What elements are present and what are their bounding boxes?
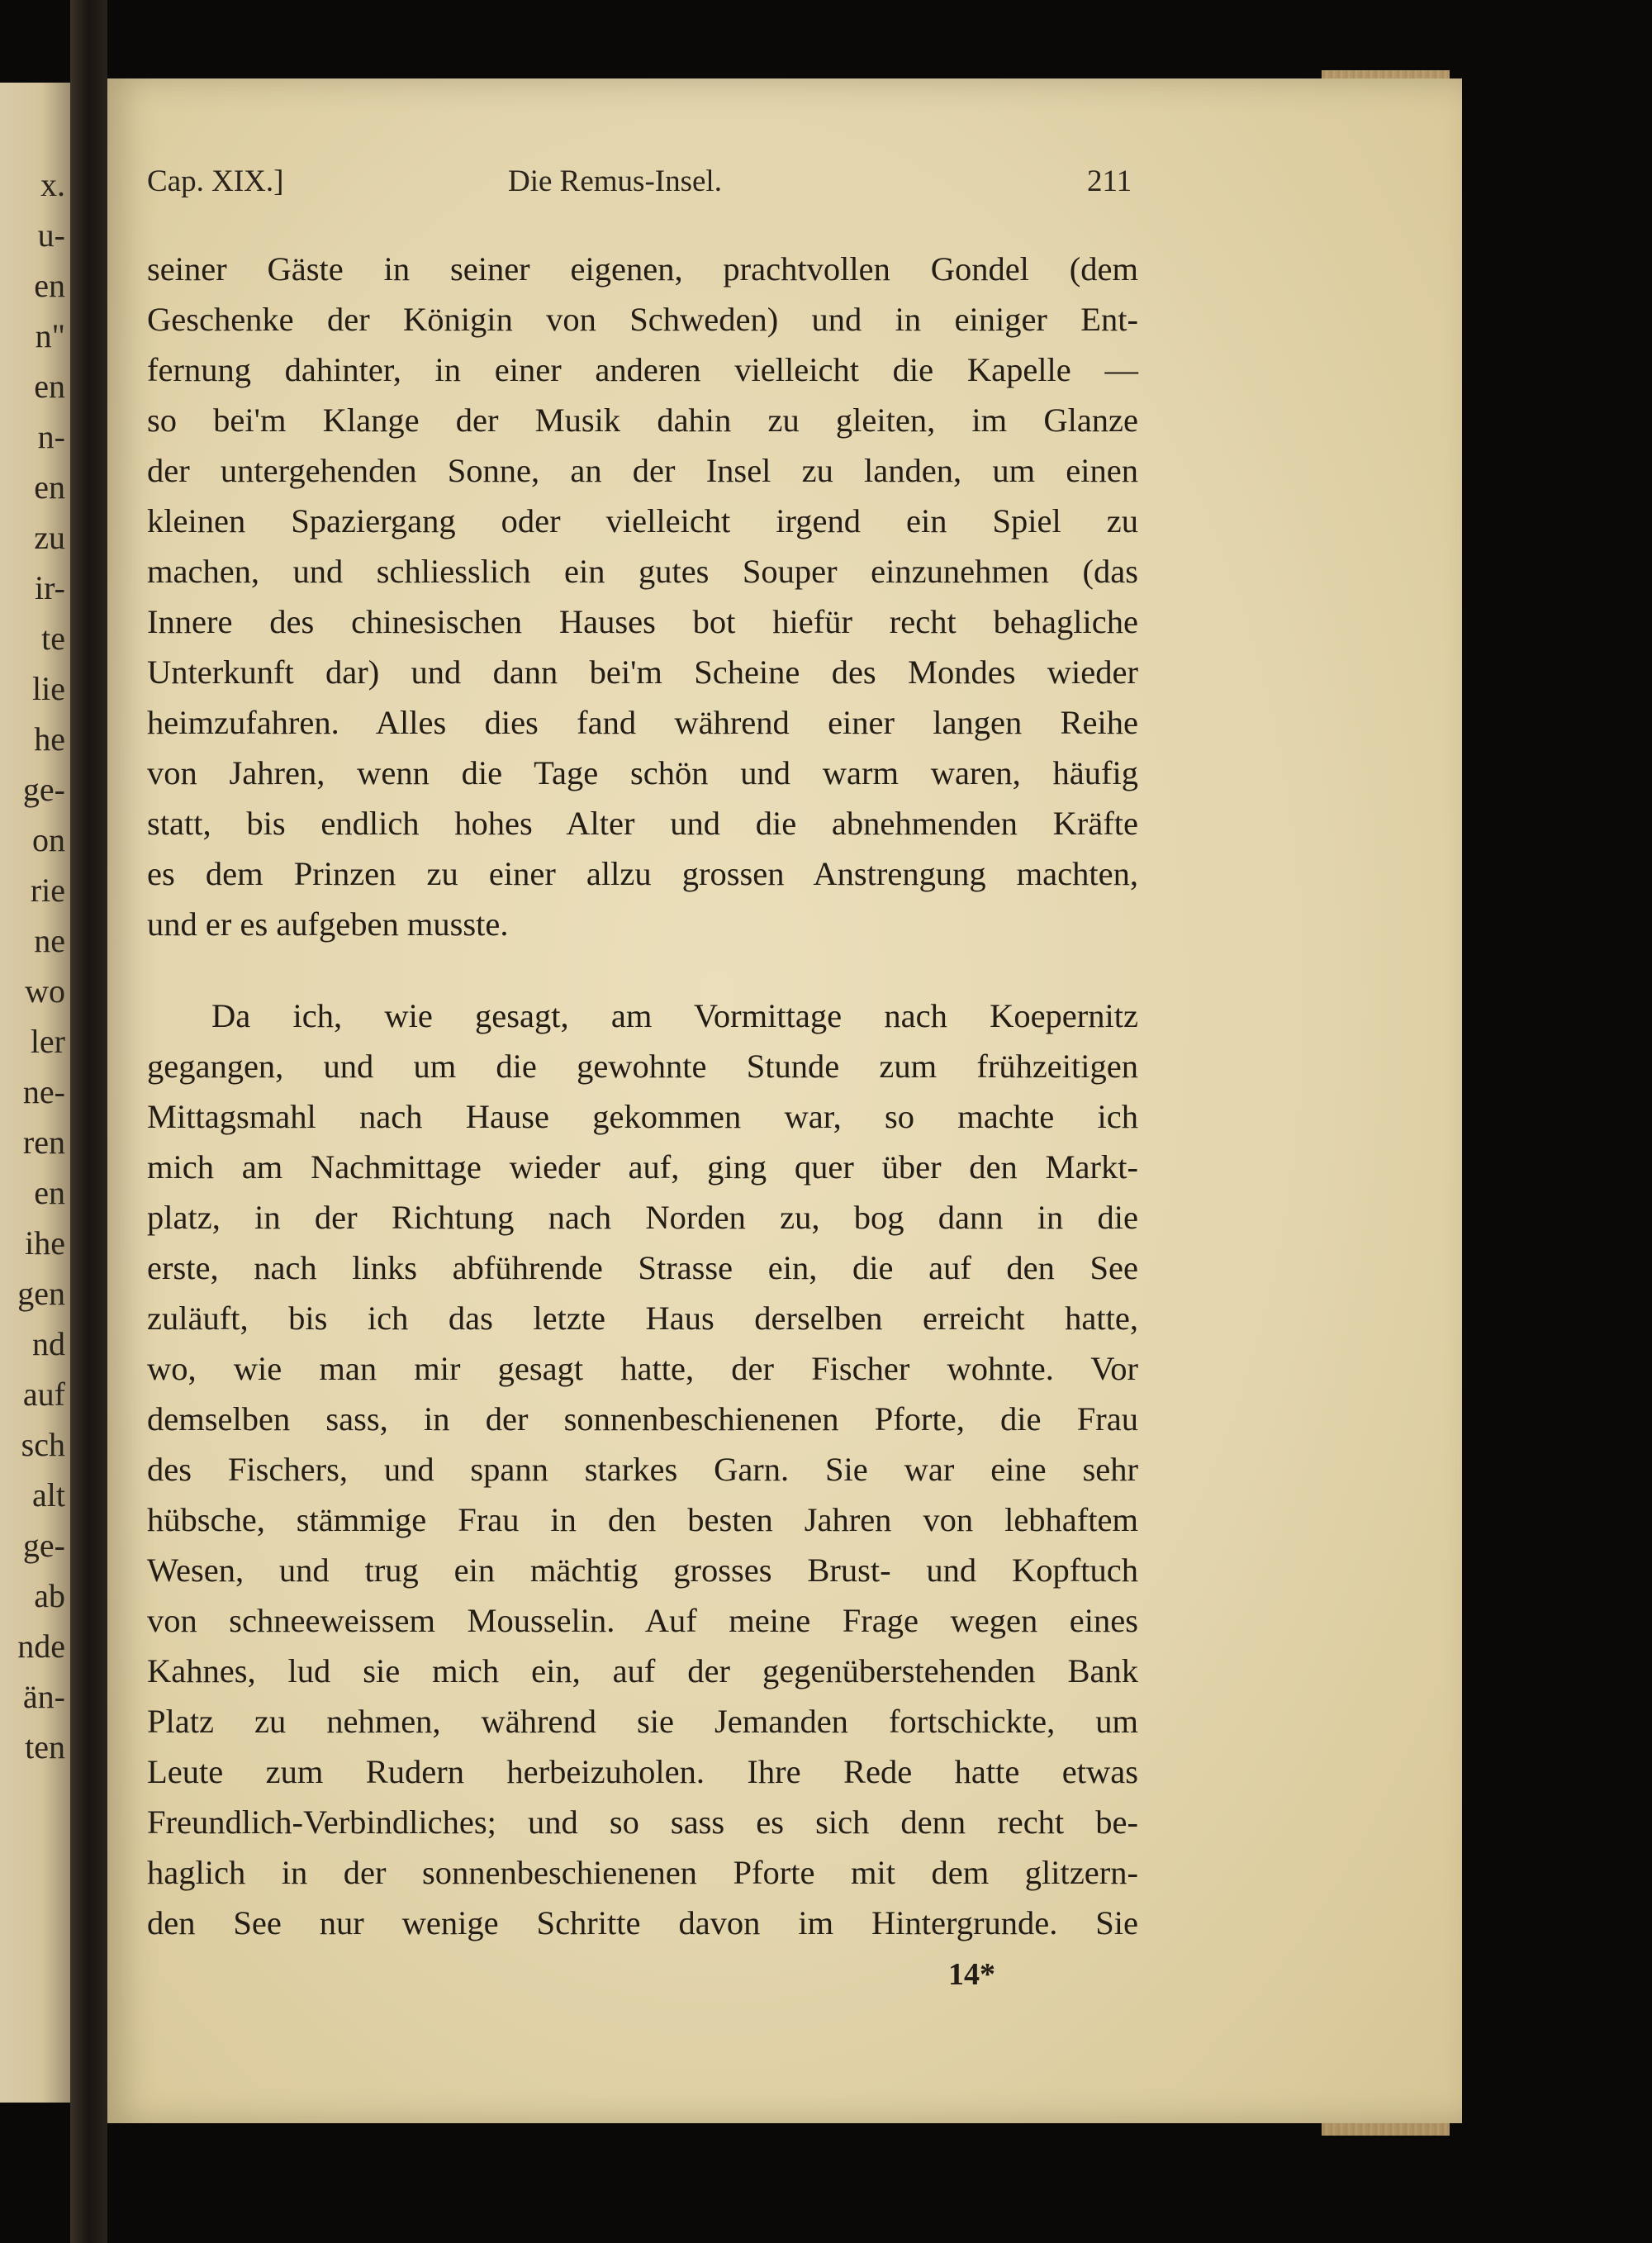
text-line: von Jahren, wenn die Tage schön und warm waren, häufig: [147, 754, 1138, 791]
left-page-fragment: zu: [34, 519, 65, 556]
text-line: der untergehenden Sonne, an der Insel zu landen, um einen: [147, 452, 1138, 489]
left-page-fragment: nd: [32, 1325, 65, 1362]
chapter-label: Cap. XIX.]: [147, 164, 284, 198]
left-page-fragment: he: [34, 720, 65, 758]
text-line: Platz zu nehmen, während sie Jemanden fortschickte, um: [147, 1703, 1138, 1740]
left-page-fragment: n-: [37, 418, 65, 455]
text-line: Innere des chinesischen Hauses bot hiefür recht behagliche: [147, 603, 1138, 640]
text-line: wo, wie man mir gesagt hatte, der Fischer wohnte. Vor: [147, 1350, 1138, 1387]
left-page-fragment: ten: [25, 1728, 65, 1765]
left-page-fragment: ge-: [22, 1527, 65, 1564]
text-line: Wesen, und trug ein mächtig grosses Brust- und Kopftuch: [147, 1552, 1138, 1589]
signature-mark: 14*: [948, 1957, 995, 1992]
paragraph: [147, 991, 1138, 1948]
left-page-fragment: ihe: [25, 1224, 65, 1262]
page-number: 211: [1087, 164, 1132, 198]
running-head: [147, 164, 1138, 205]
left-page-fragment: än-: [22, 1678, 65, 1715]
left-page-fragment: ir-: [35, 569, 65, 606]
left-page-fragment: nde: [17, 1628, 65, 1665]
text-line: kleinen Spaziergang oder vielleicht irgend ein Spiel zu: [147, 502, 1138, 539]
left-page-fragment: u-: [37, 216, 65, 254]
text-line: den See nur wenige Schritte davon im Hintergrunde. Sie: [147, 1904, 1138, 1941]
text-line: Freundlich-Verbindliches; und so sass es sich denn recht be-: [147, 1803, 1138, 1841]
left-page-fragment: ler: [30, 1023, 65, 1060]
left-page-fragment: rie: [30, 872, 65, 909]
left-page-fragment: ren: [22, 1124, 65, 1161]
text-line: mich am Nachmittage wieder auf, ging quer über den Markt-: [147, 1148, 1138, 1186]
text-line: Mittagsmahl nach Hause gekommen war, so machte ich: [147, 1098, 1138, 1135]
text-line: heimzufahren. Alles dies fand während einer langen Reihe: [147, 704, 1138, 741]
body-text: [147, 244, 1138, 1948]
left-page-fragment: gen: [17, 1275, 65, 1312]
text-line: Leute zum Rudern herbeizuholen. Ihre Rede hatte etwas: [147, 1753, 1138, 1790]
text-line: Geschenke der Königin von Schweden) und in einiger Ent-: [147, 301, 1138, 338]
left-page-fragment: en: [34, 1174, 65, 1211]
text-line: Unterkunft dar) und dann bei'm Scheine des Mondes wieder: [147, 653, 1138, 691]
text-line: demselben sass, in der sonnenbeschienenen Pforte, die Frau: [147, 1400, 1138, 1438]
text-line: Da ich, wie gesagt, am Vormittage nach Koepernitz: [211, 997, 1138, 1034]
left-page-fragment: en: [34, 267, 65, 304]
text-line: machen, und schliesslich ein gutes Souper einzunehmen (das: [147, 553, 1138, 590]
left-page-fragment: auf: [22, 1376, 65, 1413]
left-page-fragment: ne: [34, 922, 65, 959]
left-page-fragment: alt: [32, 1476, 65, 1514]
paragraph-gap: [147, 949, 1138, 991]
left-page-fragment: te: [41, 620, 65, 657]
left-page-fragment: en: [34, 368, 65, 405]
text-line: des Fischers, und spann starkes Garn. Sie war eine sehr: [147, 1451, 1138, 1488]
text-line: statt, bis endlich hohes Alter und die abnehmenden Kräfte: [147, 805, 1138, 842]
text-line: hübsche, stämmige Frau in den besten Jahren von lebhaftem: [147, 1501, 1138, 1538]
text-line: zuläuft, bis ich das letzte Haus derselben erreicht hatte,: [147, 1300, 1138, 1337]
left-page-fragment: n": [35, 317, 65, 354]
left-page-fragment: ne-: [22, 1073, 65, 1110]
left-page-fragment: on: [32, 821, 65, 858]
left-page-fragment: lie: [32, 670, 65, 707]
text-line: erste, nach links abführende Strasse ein, die auf den See: [147, 1249, 1138, 1286]
left-page-fragment: ab: [34, 1577, 65, 1614]
text-line: Kahnes, lud sie mich ein, auf der gegenüberstehenden Bank: [147, 1652, 1138, 1689]
text-line: und er es aufgeben musste.: [147, 905, 509, 943]
text-line: haglich in der sonnenbeschienenen Pforte mit dem glitzern-: [147, 1854, 1138, 1891]
text-line: so bei'm Klange der Musik dahin zu gleiten, im Glanze: [147, 402, 1138, 439]
left-page-fragment: sch: [21, 1426, 65, 1463]
paragraph: [147, 244, 1138, 949]
left-facing-page: [0, 83, 70, 2103]
left-page-fragment: ge-: [22, 771, 65, 808]
text-line: gegangen, und um die gewohnte Stunde zum frühzeitigen: [147, 1048, 1138, 1085]
left-page-fragment: x.: [40, 166, 65, 203]
text-line: platz, in der Richtung nach Norden zu, bog dann in die: [147, 1199, 1138, 1236]
text-line: es dem Prinzen zu einer allzu grossen Anstrengung machten,: [147, 855, 1138, 892]
left-page-fragment: wo: [25, 972, 65, 1010]
text-line: fernung dahinter, in einer anderen vielleicht die Kapelle —: [147, 351, 1138, 388]
text-line: seiner Gäste in seiner eigenen, prachtvollen Gondel (dem: [147, 250, 1138, 288]
running-title: Die Remus-Insel.: [508, 164, 722, 198]
book-gutter: [70, 0, 107, 2243]
text-line: von schneeweissem Mousselin. Auf meine Frage wegen eines: [147, 1602, 1138, 1639]
left-page-fragment: en: [34, 468, 65, 506]
